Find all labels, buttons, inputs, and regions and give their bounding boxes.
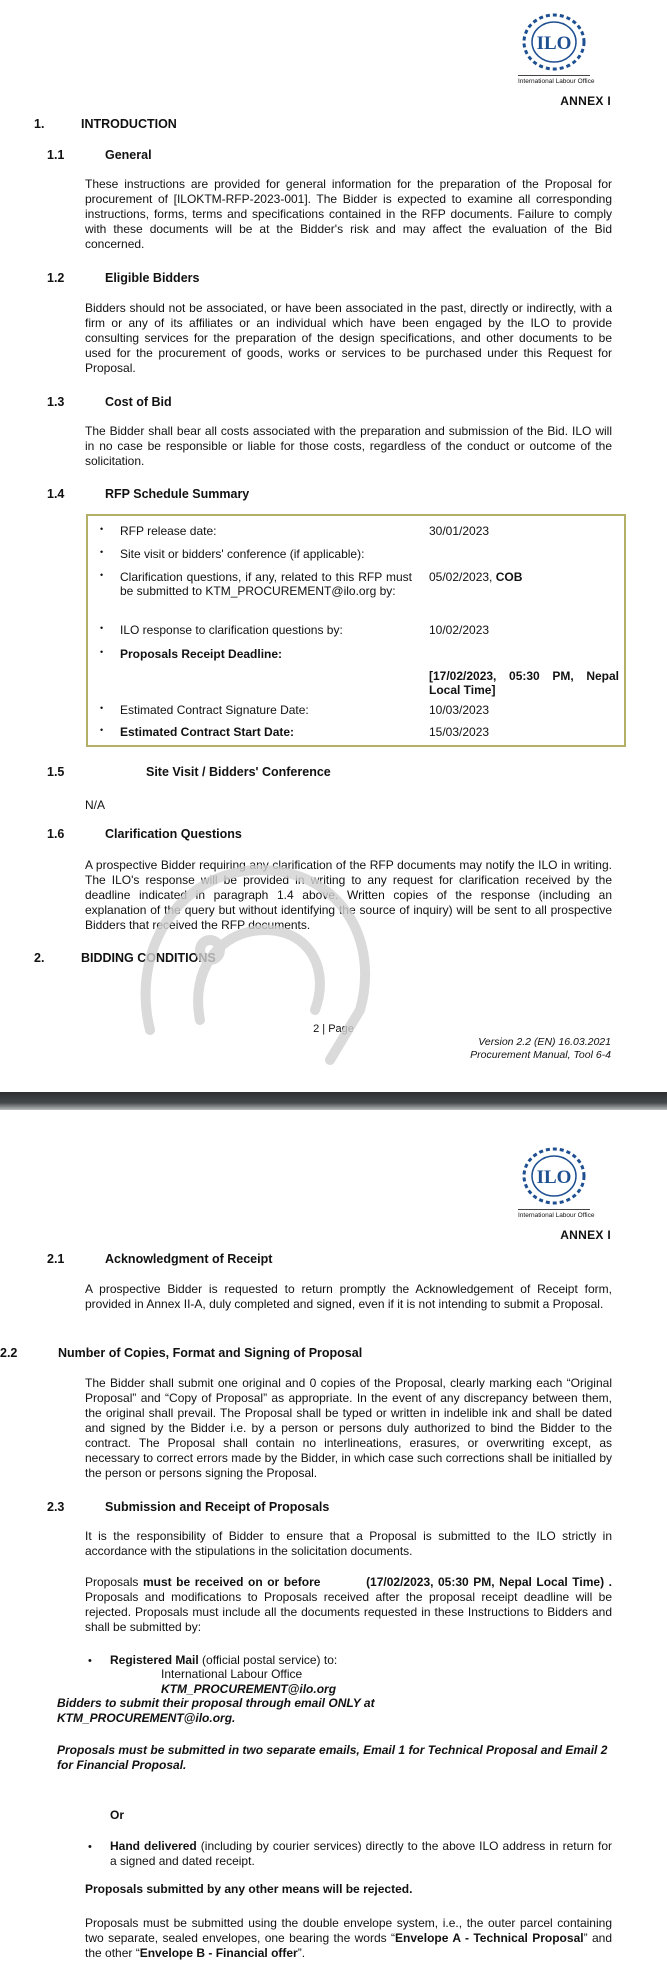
mail-address-email: KTM_PROCUREMENT@ilo.org xyxy=(161,1682,337,1696)
schedule-value: 10/02/2023 xyxy=(429,623,490,637)
hand-delivered-text: (including by courier services) directly to the above ILO address in return for a signed and dated receipt. xyxy=(110,1839,613,1868)
schedule-value-date: 05/02/2023, xyxy=(429,570,493,584)
logo-text: ILO xyxy=(536,33,572,54)
subsection-title: RFP Schedule Summary xyxy=(105,487,250,501)
ilo-logo xyxy=(518,12,595,86)
envelope-a-label: Envelope A - Technical Proposal xyxy=(395,1931,584,1945)
subsection-title: Eligible Bidders xyxy=(105,271,200,285)
subsection-number: 1.3 xyxy=(47,395,65,409)
hand-delivered-label: Hand delivered xyxy=(110,1839,197,1853)
subsection-number: 2.3 xyxy=(47,1500,65,1514)
general-paragraph: These instructions are provided for general information for the preparation of the Proposal for procurement of [ILOKTM-RFP-2023-001]. The Bidder is expected to examine all corresponding instructions, forms, terms and specifications contained in the RFP documents. Failure to comply with these documents will be at the Bidder's risk and may affect the evaluation of the Bid concerned. xyxy=(85,177,612,251)
schedule-label: Clarification questions, if any, related to this RFP must be submitted to KTM_PROCUREMENT@ilo.org by: xyxy=(120,570,412,598)
schedule-label: Proposals Receipt Deadline: xyxy=(120,647,283,661)
two-emails-note: Proposals must be submitted in two separate emails, Email 1 for Technical Proposal and Email 2 for Financial Proposal. xyxy=(57,1743,608,1772)
bullet: • xyxy=(88,1841,92,1853)
subsection-number: 1.2 xyxy=(47,271,65,285)
text-run: ”. xyxy=(297,1946,306,1960)
or-label: Or xyxy=(110,1808,125,1822)
registered-mail-text: (official postal service) to: xyxy=(202,1653,338,1667)
annex-label: ANNEX I xyxy=(560,94,611,108)
ilo-logo xyxy=(518,1146,595,1220)
section-title: INTRODUCTION xyxy=(81,117,177,131)
schedule-label: RFP release date: xyxy=(120,524,217,538)
registered-mail-label: Registered Mail xyxy=(110,1653,199,1667)
double-envelope-paragraph xyxy=(85,1916,612,1961)
subsection-title: Acknowledgment of Receipt xyxy=(105,1252,273,1266)
annex-label: ANNEX I xyxy=(560,1228,611,1242)
section-title: BIDDING CONDITIONS xyxy=(81,951,216,965)
submission-paragraph-2 xyxy=(85,1575,612,1635)
org-name: International Labour Office xyxy=(518,1209,590,1220)
document-page-2 xyxy=(0,1110,667,1963)
bullet: • xyxy=(100,703,104,713)
subsection-number: 2.1 xyxy=(47,1252,65,1266)
footer-manual: Procurement Manual, Tool 6-4 xyxy=(470,1049,611,1061)
subsection-title: Cost of Bid xyxy=(105,395,172,409)
subsection-title: Clarification Questions xyxy=(105,827,242,841)
text-run: Proposals and modifications to Proposals received after the proposal receipt deadline will be rejected. Proposals must include all the documents requested in these Instructions to Bidders and shall be submitted by: xyxy=(85,1590,612,1634)
bullet: • xyxy=(100,547,104,557)
bullet: • xyxy=(100,623,104,633)
ilo-emblem-icon xyxy=(521,12,587,72)
schedule-value: 15/03/2023 xyxy=(429,725,490,739)
other-means-rejected: Proposals submitted by any other means will be rejected. xyxy=(85,1882,413,1896)
text-run: Proposals must be submitted using the double envelope system, i.e., the outer parcel containing two separate, sealed envelopes, one bearing the words “ xyxy=(85,1916,612,1945)
ilo-emblem-icon xyxy=(521,1146,587,1206)
page-separator xyxy=(0,1092,667,1110)
subsection-number: 1.4 xyxy=(47,487,65,501)
subsection-number: 2.2 xyxy=(0,1346,18,1360)
bullet: • xyxy=(100,647,104,657)
text-run-bold: must be received on or before xyxy=(142,1575,321,1589)
subsection-title: Site Visit / Bidders' Conference xyxy=(146,765,331,779)
subsection-number: 1.5 xyxy=(47,765,65,779)
schedule-label: Site visit or bidders' conference (if applicable): xyxy=(120,547,365,561)
clarification-paragraph: A prospective Bidder requiring any clarification of the RFP documents may notify the ILO in writing. The ILO's response will be provided in writing to any request for clarification received by the deadline indicated in paragraph 1.4 above. Written copies of the response (including an explanation of the query but without identifying the source of inquiry) will be sent to all prospective Bidders that received the RFP documents. xyxy=(85,858,612,932)
text-run: ” and the other “ xyxy=(85,1931,612,1960)
section-number: 1. xyxy=(34,117,45,131)
acknowledgment-paragraph: A prospective Bidder is requested to return promptly the Acknowledgement of Receipt form, provided in Annex II-A, duly completed and signed, even if it is not intending to submit a Proposal. xyxy=(85,1282,612,1311)
page-number: 2 | Page xyxy=(313,1023,354,1035)
mail-address-line-1: International Labour Office xyxy=(161,1667,303,1681)
registered-mail-item xyxy=(110,1653,337,1668)
subsection-number: 1.6 xyxy=(47,827,65,841)
subsection-title: Number of Copies, Format and Signing of Proposal xyxy=(58,1346,363,1360)
bullet: • xyxy=(100,725,104,735)
schedule-value: 10/03/2023 xyxy=(429,703,490,717)
section-number: 2. xyxy=(34,951,45,965)
text-run: Proposals xyxy=(85,1575,139,1589)
logo-text: ILO xyxy=(536,1167,572,1188)
cost-of-bid-paragraph: The Bidder shall bear all costs associated with the preparation and submission of the Bid. ILO will in no case be responsible or liable for those costs, regardless of the conduct or outcome of the solicitation. xyxy=(85,424,612,468)
footer-version: Version 2.2 (EN) 16.03.2021 xyxy=(478,1036,611,1048)
copies-format-paragraph: The Bidder shall submit one original and 0 copies of the Proposal, clearly marking each “Original Proposal” and “Copy of Proposal” as appropriate. In the event of any discrepancy between them, the original shall prevail. The Proposal shall be typed or written in indelible ink and shall be dated and signed by the Bidder i.e. by a person or persons duly authorized to bind the Bidder to the contract. The Proposal shall contain no interlineations, erasures, or overwriting except, as necessary to correct errors made by the Bidder, in which case such corrections shall be initialled by the person or persons signing the Proposal. xyxy=(85,1376,612,1480)
schedule-value: 30/01/2023 xyxy=(429,524,490,538)
schedule-value-cob: COB xyxy=(495,570,523,584)
schedule-label: Estimated Contract Start Date: xyxy=(120,725,295,739)
subsection-title: General xyxy=(105,148,152,162)
subsection-title: Submission and Receipt of Proposals xyxy=(105,1500,330,1514)
eligible-bidders-paragraph: Bidders should not be associated, or have been associated in the past, directly or indirectly, with a firm or any of its affiliates or an individual which have been engaged by the ILO to provide consulting services for the preparation of the design specifications, and other documents to be used for the procurement of goods, works or services to be purchased under this Request for Proposal. xyxy=(85,301,612,375)
schedule-value: [17/02/2023, 05:30 PM, Nepal Local Time] xyxy=(429,669,619,697)
deadline-text: (17/02/2023, 05:30 PM, Nepal Local Time) . xyxy=(366,1575,612,1589)
submission-paragraph-1: It is the responsibility of Bidder to ensure that a Proposal is submitted to the ILO strictly in accordance with the stipulations in the solicitation documents. xyxy=(85,1529,612,1558)
subsection-number: 1.1 xyxy=(47,148,65,162)
hand-delivered-item xyxy=(110,1839,612,1869)
schedule-label: ILO response to clarification questions by: xyxy=(120,623,343,637)
rfp-schedule-table xyxy=(86,514,626,747)
page-footer xyxy=(470,1036,611,1062)
schedule-value xyxy=(429,570,619,584)
bullet: • xyxy=(100,524,104,534)
org-name: International Labour Office xyxy=(518,75,590,86)
bullet: • xyxy=(88,1655,92,1667)
schedule-label: Estimated Contract Signature Date: xyxy=(120,703,309,717)
envelope-b-label: Envelope B - Financial offer xyxy=(139,1946,298,1960)
email-only-note: Bidders to submit their proposal through email ONLY at KTM_PROCUREMENT@ilo.org. xyxy=(57,1696,375,1725)
site-visit-value: N/A xyxy=(85,798,106,812)
bullet: • xyxy=(100,570,104,580)
